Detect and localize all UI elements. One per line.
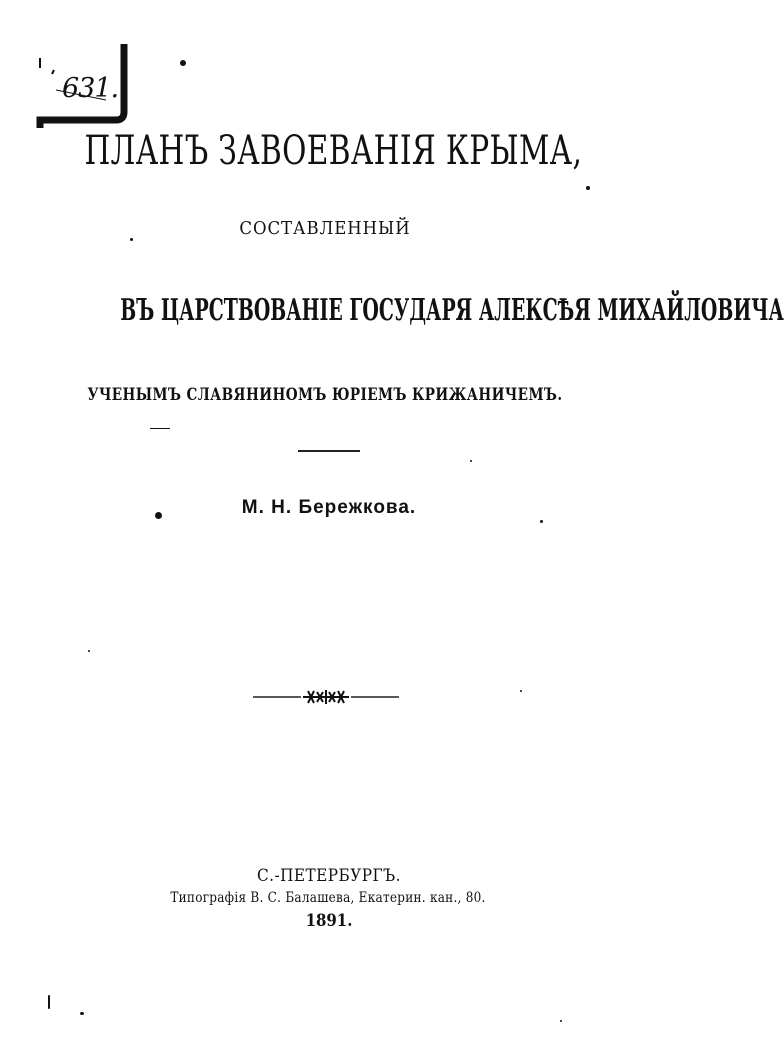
scan-speck bbox=[88, 650, 90, 652]
scan-speck bbox=[80, 1012, 84, 1015]
subtitle-reign: ВЪ ЦАРСТВОВАНІЕ ГОСУДАРЯ АЛЕКСѢЯ МИХАЙЛОВИЧА bbox=[120, 293, 784, 328]
subtitle-scholar: УЧЕНЫМЪ СЛАВЯНИНОМЪ ЮРІЕМЪ КРИЖАНИЧЕМЪ. bbox=[87, 385, 563, 405]
stamp-number: 631. bbox=[62, 73, 119, 104]
scan-speck bbox=[540, 520, 543, 523]
scan-speck bbox=[586, 186, 590, 190]
scan-speck bbox=[560, 1020, 562, 1022]
divider-rule bbox=[298, 450, 360, 452]
ornament-divider bbox=[253, 688, 399, 706]
library-stamp bbox=[36, 40, 128, 128]
scan-speck bbox=[48, 995, 50, 1009]
scan-speck bbox=[520, 690, 522, 692]
page-title: ПЛАНЪ ЗАВОЕВАНІЯ КРЫМА, bbox=[84, 128, 583, 174]
imprint-city: С.-ПЕТЕРБУРГЪ. bbox=[257, 866, 401, 886]
imprint-year: 1891. bbox=[305, 911, 353, 931]
scan-speck bbox=[130, 238, 133, 241]
scan-speck bbox=[150, 428, 170, 429]
scan-speck bbox=[180, 60, 186, 66]
imprint-printer: Типографія В. С. Балашева, Екатерин. кан., 80. bbox=[170, 890, 486, 906]
subtitle-composed: СОСТАВЛЕННЫЙ bbox=[239, 218, 411, 239]
scan-speck bbox=[470, 460, 472, 462]
author-name: М. Н. Бережкова. bbox=[241, 497, 417, 518]
scan-speck bbox=[155, 512, 162, 519]
